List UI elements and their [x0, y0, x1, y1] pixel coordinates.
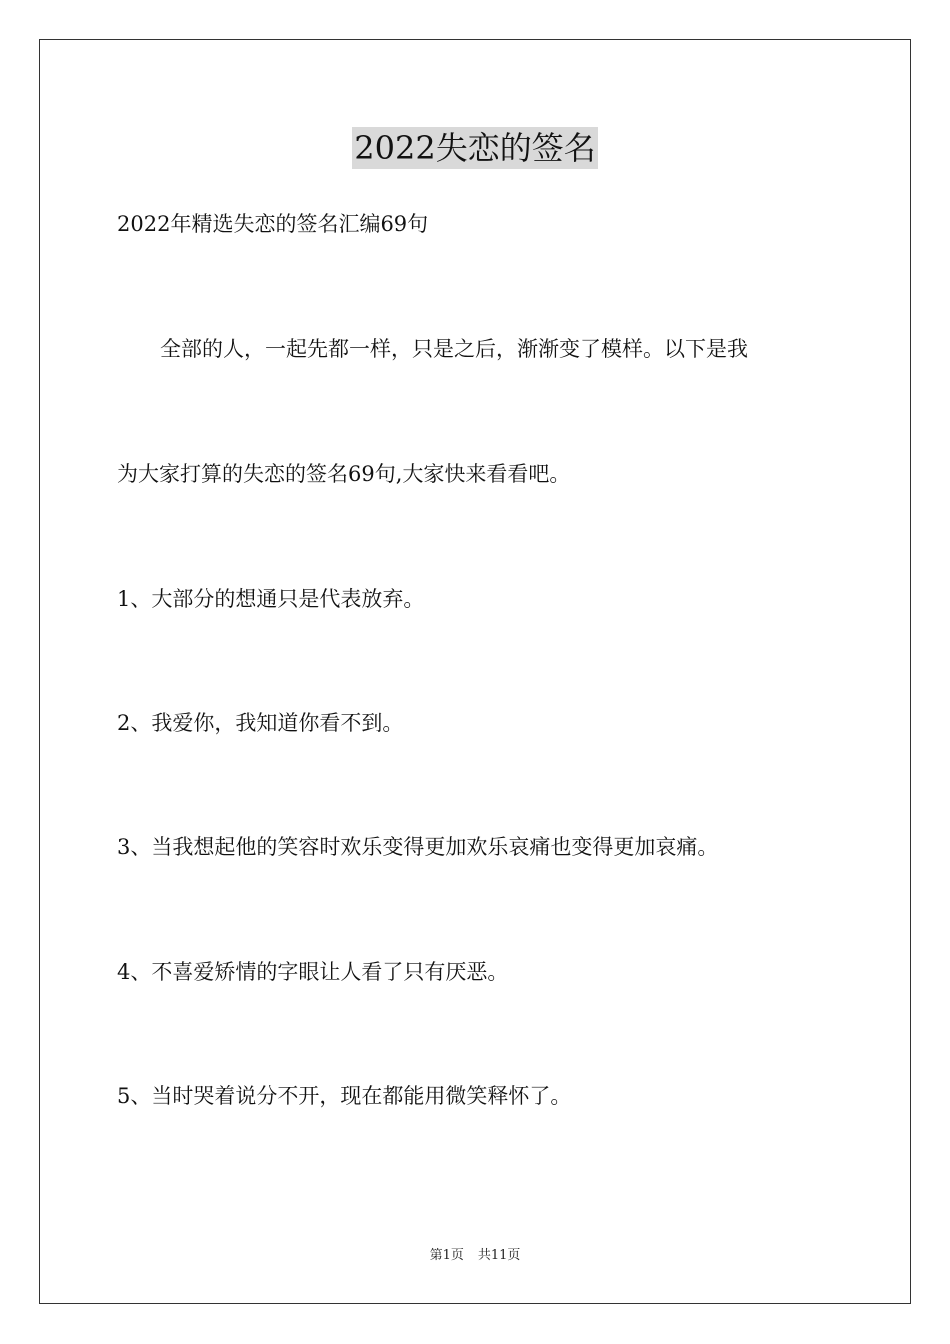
page-total: 共11页 [477, 1248, 521, 1263]
page-footer [0, 1247, 950, 1265]
list-item: 2、我爱你，我知道你看不到。 [117, 711, 404, 735]
list-item: 1、大部分的想通只是代表放弃。 [117, 587, 425, 611]
document-subtitle: 2022年精选失恋的签名汇编69句 [117, 212, 429, 236]
list-item: 3、当我想起他的笑容时欢乐变得更加欢乐哀痛也变得更加哀痛。 [117, 835, 719, 859]
intro-paragraph-line-2: 为大家打算的失恋的签名69句,大家快来看看吧。 [117, 462, 571, 486]
title-container [0, 127, 950, 169]
list-item: 5、当时哭着说分不开，现在都能用微笑释怀了。 [117, 1084, 572, 1108]
document-title: 2022失恋的签名 [354, 129, 596, 167]
page-number: 第1页 [429, 1248, 464, 1263]
intro-paragraph-line-1: 全部的人，一起先都一样，只是之后，渐渐变了模样。以下是我 [160, 337, 748, 361]
list-item: 4、不喜爱矫情的字眼让人看了只有厌恶。 [117, 960, 509, 984]
